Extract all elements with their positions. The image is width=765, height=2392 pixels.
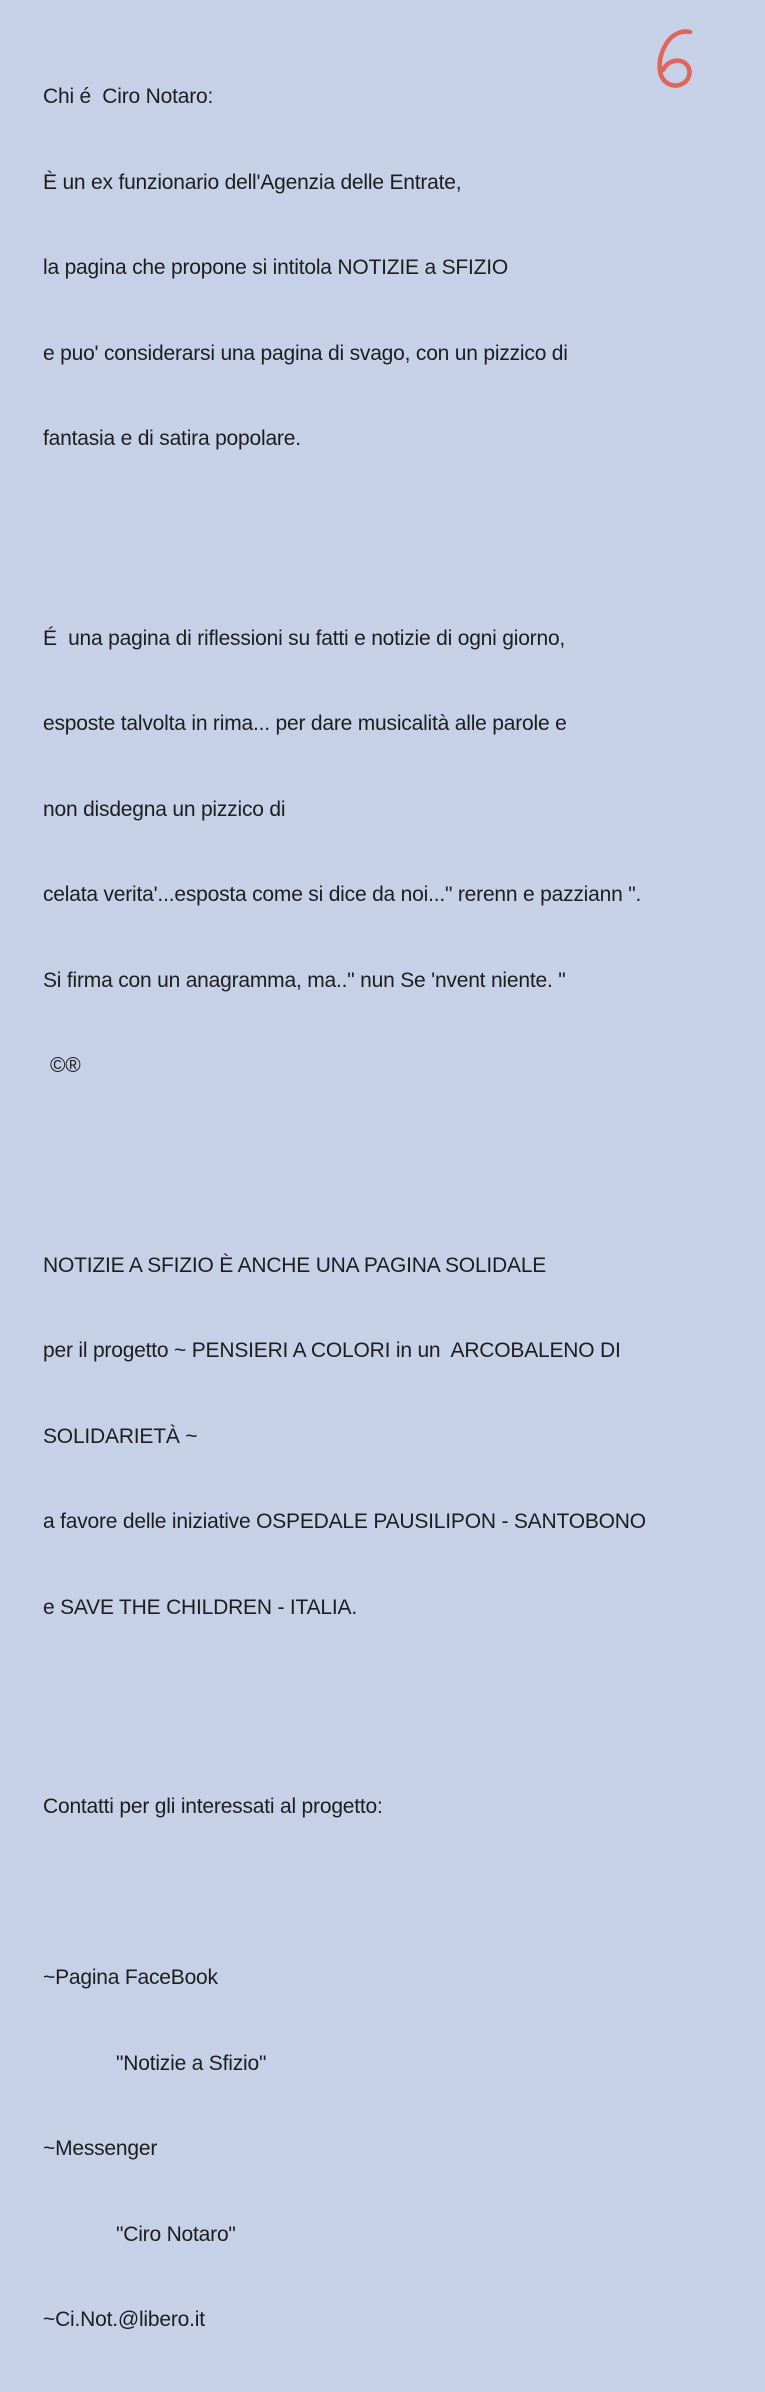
- description-line: esposte talvolta in rima... per dare musicalità alle parole e: [43, 712, 567, 735]
- intro-line: fantasia e di satira popolare.: [43, 427, 301, 450]
- solidarity-line: e SAVE THE CHILDREN - ITALIA.: [43, 1595, 357, 1619]
- paragraph-spacer: [43, 511, 753, 540]
- messenger-contact-name: "Ciro Notaro": [116, 2222, 236, 2246]
- email-address: ~Ci.Not.@libero.it: [43, 2308, 205, 2331]
- messenger-label: ~Messenger: [43, 2137, 158, 2160]
- facebook-label: ~Pagina FaceBook: [43, 1966, 218, 1989]
- solidarity-line: a favore delle iniziative OSPEDALE PAUSILIPON - SANTOBONO: [43, 1510, 646, 1533]
- solidarity-line: NOTIZIE A SFIZIO È ANCHE UNA PAGINA SOLIDALE: [43, 1253, 547, 1277]
- intro-line: È un ex funzionario dell'Agenzia delle Entrate,: [43, 170, 462, 194]
- description-line: non disdegna un pizzico di: [43, 797, 286, 821]
- description-line: celata verita'...esposta come si dice da noi..." rerenn e pazziann ".: [43, 883, 642, 906]
- intro-line: la pagina che propone si intitola NOTIZIE a SFIZIO: [43, 256, 509, 279]
- intro-line: e puo' considerarsi una pagina di svago, con un pizzico di: [43, 341, 568, 365]
- copyright-registered-symbols: ©®: [50, 1054, 81, 1077]
- paragraph-spacer: [43, 1879, 753, 1908]
- intro-heading: Chi é Ciro Notaro:: [43, 85, 214, 108]
- paragraph-spacer: [43, 1138, 753, 1167]
- contacts-heading: Contatti per gli interessati al progetto:: [43, 1795, 383, 1818]
- paragraph-spacer: [43, 1679, 753, 1708]
- description-line: Si firma con un anagramma, ma.." nun Se 'nvent niente. ": [43, 968, 566, 992]
- profile-text: [43, 26, 753, 2392]
- facebook-page-name: "Notizie a Sfizio": [116, 2051, 267, 2075]
- solidarity-line: per il progetto ~ PENSIERI A COLORI in un ARCOBALENO DI: [43, 1339, 621, 1362]
- solidarity-line: SOLIDARIETÀ ~: [43, 1424, 198, 1448]
- description-line: É una pagina di riflessioni su fatti e notizie di ogni giorno,: [43, 626, 566, 650]
